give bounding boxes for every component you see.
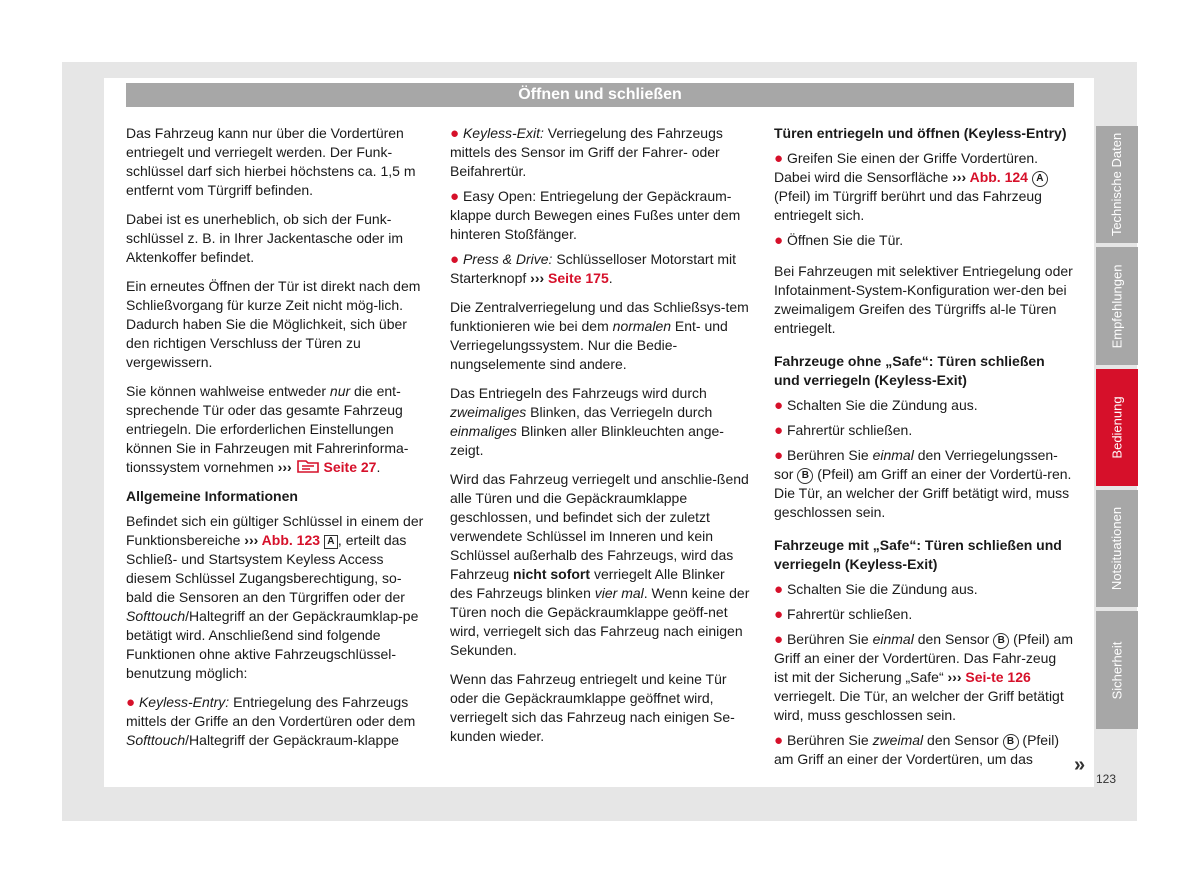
text: Berühren Sie <box>786 732 869 748</box>
emphasis: zweimaliges <box>450 404 527 420</box>
tab-bedienung[interactable] <box>1096 369 1138 486</box>
tab-label: Sicherheit <box>1109 641 1125 699</box>
page-reference-link[interactable]: ››› Sei-te 126 <box>947 669 1031 685</box>
text: /Haltegriff an der Gepäckraumklap-pe betätigt wird. Anschließend sind folgende Funktionen ohne aktive Fahrzeugschlüssel-benutzung möglich: <box>126 608 419 681</box>
emphasis: normalen <box>612 318 672 334</box>
bullet-icon: ● <box>774 631 784 648</box>
emphasis: vier mal <box>594 585 644 601</box>
text: . Wenn keine der Türen noch die Gepäckraumklappe geöff-net wird, verriegelt sich das Fahrzeug nach einigen Sekunden. <box>450 585 750 658</box>
text: Greifen Sie einen der Griffe Vordertüren. Dabei wird die Sensorfläche <box>774 150 1039 185</box>
emphasis: Press & Drive: <box>462 251 553 267</box>
text: den Sensor <box>927 732 999 748</box>
bullet-icon: ● <box>450 251 460 268</box>
emphasis: Softtouch <box>126 608 186 624</box>
text: Schalten Sie die Zündung aus. <box>786 397 978 413</box>
tab-label: Bedienung <box>1109 396 1125 459</box>
text: verriegelt. Die Tür, an welcher der Griff betätigt wird, muss geschlossen sein. <box>774 688 1064 723</box>
bullet-item <box>450 187 750 244</box>
tab-sicherheit[interactable] <box>1096 611 1138 729</box>
tab-empfehlungen[interactable] <box>1096 247 1138 365</box>
emphasis: einmal <box>872 447 914 463</box>
section-title: Öffnen und schließen <box>126 83 1074 107</box>
text: Öffnen Sie die Tür. <box>786 232 904 248</box>
column-2 <box>450 124 750 756</box>
bullet-icon: ● <box>774 232 784 249</box>
text: Easy Open: Entriegelung der Gepäckraum-klappe durch Bewegen eines Fußes unter dem hinteren Stoßfänger. <box>450 188 741 242</box>
figure-marker: B <box>1003 734 1019 750</box>
paragraph: Bei Fahrzeugen mit selektiver Entriegelung oder Infotainment-System-Konfiguration wer-den bei zweimaligem Greifen des Türgriffs al-le Türen entriegelt. <box>774 263 1073 336</box>
text: /Haltegriff der Gepäckraum-klappe <box>185 732 399 748</box>
text: (Pfeil) im Türgriff berührt und das Fahrzeug entriegelt sich. <box>774 188 1042 223</box>
bullet-item: ● Press & Drive: Schlüsselloser Motorstart mit Starterknopf ››› Seite 175. <box>450 251 737 286</box>
paragraph <box>450 298 750 374</box>
text: den Sensor <box>917 631 990 647</box>
bullet-item <box>774 421 1074 440</box>
figure-reference-link[interactable]: ››› Abb. 123 <box>244 532 321 548</box>
column-1 <box>126 124 426 756</box>
reference-label: Abb. 124 <box>969 169 1028 185</box>
tab-technische-daten[interactable] <box>1096 126 1138 243</box>
text: (Pfeil) am Griff an einer der Vordertü-ren. Die Tür, an welcher der Griff betätigt wird, muss geschlossen sein. <box>774 466 1072 520</box>
bullet-item <box>774 731 1074 769</box>
reference-label: Seite 27 <box>323 459 377 475</box>
text: verriegelt Alle Blinker des Fahrzeugs blinken <box>450 566 725 601</box>
tab-label: Empfehlungen <box>1109 264 1125 348</box>
bullet-item <box>774 446 1074 522</box>
bullet-item <box>774 630 1074 725</box>
bullet-icon: ● <box>774 397 784 414</box>
bullet-item <box>774 149 1074 225</box>
page-reference-link[interactable]: ››› Seite 175 <box>530 270 609 286</box>
paragraph <box>450 470 750 660</box>
page-number: 123 <box>1096 772 1117 786</box>
reference-label: Seite 175 <box>548 270 609 286</box>
figure-marker: A <box>324 535 338 549</box>
text: Entriegelung des Fahrzeugs mittels der Griffe an den Vordertüren oder dem <box>126 694 416 729</box>
emphasis: Keyless-Exit: <box>462 125 544 141</box>
tab-notsituationen[interactable] <box>1096 490 1138 607</box>
reference-label: Abb. 123 <box>261 532 321 548</box>
text: (Pfeil) am Griff an einer der Vordertüren, um das <box>774 732 1059 767</box>
text: den Verriegelungssen-sor <box>774 447 1058 482</box>
subheading: Allgemeine Informationen <box>126 488 298 504</box>
book-icon <box>296 458 320 474</box>
tab-label: Technische Daten <box>1109 132 1125 237</box>
continue-arrow-icon: » <box>1074 754 1086 776</box>
bullet-item <box>774 396 1074 415</box>
text: Ent- und Verriegelungssystem. Nur die Bedie-nungselemente sind andere. <box>450 318 728 372</box>
text: Befindet sich ein gültiger Schlüssel in einem der Funktionsbereiche <box>126 513 424 548</box>
text: die ent-sprechende Tür oder das gesamte Fahrzeug entriegeln. Die erforderlichen Einstellungen können Sie in Fahrzeugen mit Fahrerinforma-tionssystem vornehmen <box>126 383 409 475</box>
paragraph: Dabei ist es unerheblich, ob sich der Funk-schlüssel z. B. in Ihrer Jackentasche oder im Aktenkoffer befindet. <box>126 211 404 265</box>
text: Wird das Fahrzeug verriegelt und anschlie-ßend alle Türen und die Gepäckraumklappe geschlossen, und befindet sich der zuletzt verwendete Schlüssel im Inneren und kein Schlüssel außerhalb des Fahrzeugs, wird das Fahrzeug <box>450 471 749 582</box>
bullet-icon: ● <box>450 188 460 205</box>
bullet-item <box>450 124 750 181</box>
bullet-icon: ● <box>774 447 784 464</box>
bullet-icon: ● <box>126 694 136 711</box>
paragraph <box>450 384 750 460</box>
bullet-item <box>774 605 1074 624</box>
text: Schalten Sie die Zündung aus. <box>786 581 978 597</box>
bullet-icon: ● <box>774 150 784 167</box>
bullet-item <box>126 693 426 750</box>
text: Verriegelung des Fahrzeugs mittels des Sensor im Griff der Fahrer- oder Beifahrertür. <box>450 125 723 179</box>
figure-reference-link[interactable]: ››› Abb. 124 <box>952 169 1028 185</box>
text: Das Entriegeln des Fahrzeugs wird durch <box>450 385 707 401</box>
text: Blinken, das Verriegeln durch <box>530 404 713 420</box>
text: Sie können wahlweise entweder <box>126 383 327 399</box>
figure-marker: B <box>797 468 813 484</box>
text: (Pfeil) am Griff an einer der Vordertüren. Das Fahr-zeug ist mit der Sicherung „Safe“ <box>774 631 1073 685</box>
bullet-item <box>774 231 1074 250</box>
bullet-icon: ● <box>450 125 460 142</box>
paragraph: Das Fahrzeug kann nur über die Vordertüren entriegelt und verriegelt werden. Der Funk-schlüssel darf sich hierbei höchstens ca. 1,5 m entfernt vom Türgriff befinden. <box>126 125 416 198</box>
emphasis: einmal <box>872 631 914 647</box>
bullet-icon: ● <box>774 422 784 439</box>
figure-marker: B <box>993 633 1009 649</box>
bullet-icon: ● <box>774 581 784 598</box>
bullet-icon: ● <box>774 732 784 749</box>
reference-label: Sei-te 126 <box>965 669 1031 685</box>
page-reference-link[interactable]: ››› Seite 27 <box>277 459 377 475</box>
figure-marker: A <box>1032 171 1048 187</box>
column-3 <box>774 124 1074 775</box>
text: Schlüsselloser Motorstart mit Starterknopf <box>450 251 737 286</box>
text: Blinken aller Blinkleuchten ange-zeigt. <box>450 423 724 458</box>
text: , erteilt das Schließ- und Startsystem Keyless Access diesem Schlüssel Zugangsberechtigung, so-bald die Sensoren an den Türgriffen oder der <box>126 532 407 605</box>
subheading: Fahrzeuge ohne „Safe“: Türen schließen und verriegeln (Keyless-Exit) <box>774 353 1045 388</box>
paragraph: Sie können wahlweise entweder nur die ent-sprechende Tür oder das gesamte Fahrzeug entriegeln. Die erforderlichen Einstellungen können Sie in Fahrzeugen mit Fahrerinforma-tionssystem vornehmen ››› Seite 27. <box>126 383 409 475</box>
emphasis: nur <box>329 383 351 399</box>
paragraph: Wenn das Fahrzeug entriegelt und keine Tür oder die Gepäckraumklappe geöffnet wird, verriegelt sich das Fahrzeug nach einigen Se-kunden wieder. <box>450 671 735 744</box>
emphasis: einmaliges <box>450 423 517 439</box>
paragraph: Ein erneutes Öffnen der Tür ist direkt nach dem Schließvorgang für kurze Zeit nicht mög-lich. Dadurch haben Sie die Möglichkeit, sich über den richtigen Verschluss der Türen zu vergewissern. <box>126 278 421 370</box>
bullet-icon: ● <box>774 606 784 623</box>
subheading: Türen entriegeln und öffnen (Keyless-Entry) <box>774 125 1067 141</box>
text: Berühren Sie <box>786 631 869 647</box>
emphasis: Keyless-Entry: <box>138 694 230 710</box>
bullet-item <box>774 580 1074 599</box>
strong-text: nicht sofort <box>513 566 591 582</box>
emphasis: Softtouch <box>126 732 186 748</box>
text: Berühren Sie <box>786 447 869 463</box>
text: Fahrertür schließen. <box>786 422 913 438</box>
tab-label: Notsituationen <box>1109 506 1125 591</box>
paragraph <box>126 512 426 683</box>
subheading: Fahrzeuge mit „Safe“: Türen schließen und verriegeln (Keyless-Exit) <box>774 537 1062 572</box>
text: Fahrertür schließen. <box>786 606 913 622</box>
emphasis: zweimal <box>872 732 924 748</box>
text: Die Zentralverriegelung und das Schließsys-tem funktionieren wie bei dem <box>450 299 749 334</box>
